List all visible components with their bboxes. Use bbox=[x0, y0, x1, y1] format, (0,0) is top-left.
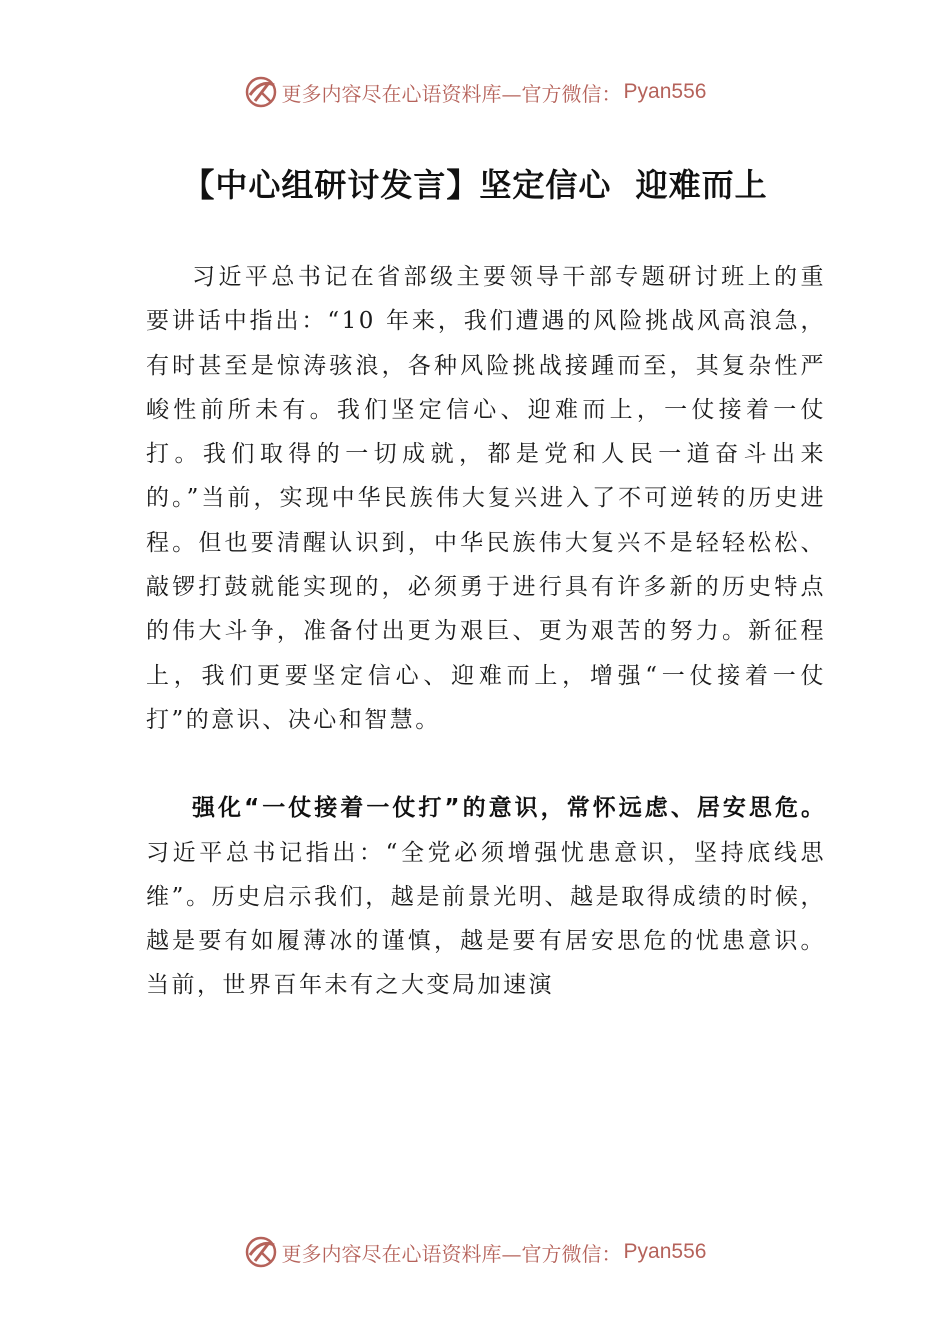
paragraph-text: 习近平总书记在省部级主要领导干部专题研讨班上的重要讲话中指出：“10 年来，我们遭遇的风险挑战风高浪急，有时甚至是惊涛骇浪，各种风险挑战接踵而至，其复杂性严峻性前所未有。我们坚定信心、迎难而上，一仗接着一仗打。我们取得的一切成就，都是党和人民一道奋斗出来的。”当前，实现中华民族伟大复兴进入了不可逆转的历史进程。但也要清醒认识到，中华民族伟大复兴不是轻轻松松、敲锣打鼓就能实现的，必须勇于进行具有许多新的历史特点的伟大斗争，准备付出更为艰巨、更为艰苦的努力。新征程上，我们更要坚定信心、迎难而上，增强“一仗接着一仗打”的意识、决心和智慧。 bbox=[146, 264, 826, 733]
logo-icon bbox=[244, 1235, 278, 1269]
logo-icon bbox=[244, 75, 278, 109]
paragraph bbox=[146, 786, 826, 1007]
footer-banner-id: Pyan556 bbox=[623, 1240, 707, 1263]
document-title: 【中心组研讨发言】坚定信心 迎难而上 bbox=[182, 166, 768, 204]
header-banner-id: Pyan556 bbox=[623, 80, 707, 103]
header-banner-text: 更多内容尽在心语资料库—官方微信： bbox=[281, 81, 622, 106]
paragraph-text: 习近平总书记指出：“全党必须增强忧患意识，坚持底线思维”。历史启示我们，越是前景光明、越是取得成绩的时候，越是要有如履薄冰的谨慎，越是要有居安思危的忧患意识。当前，世界百年未有之大变局加速演 bbox=[146, 839, 826, 999]
header-banner bbox=[0, 72, 950, 112]
document-body bbox=[146, 255, 826, 1008]
paragraph-lead: 强化“一仗接着一仗打”的意识，常怀远虑、居安思危。 bbox=[192, 795, 826, 822]
footer-banner-text: 更多内容尽在心语资料库—官方微信： bbox=[281, 1241, 622, 1266]
paragraph bbox=[146, 255, 826, 742]
footer-banner bbox=[0, 1232, 950, 1272]
